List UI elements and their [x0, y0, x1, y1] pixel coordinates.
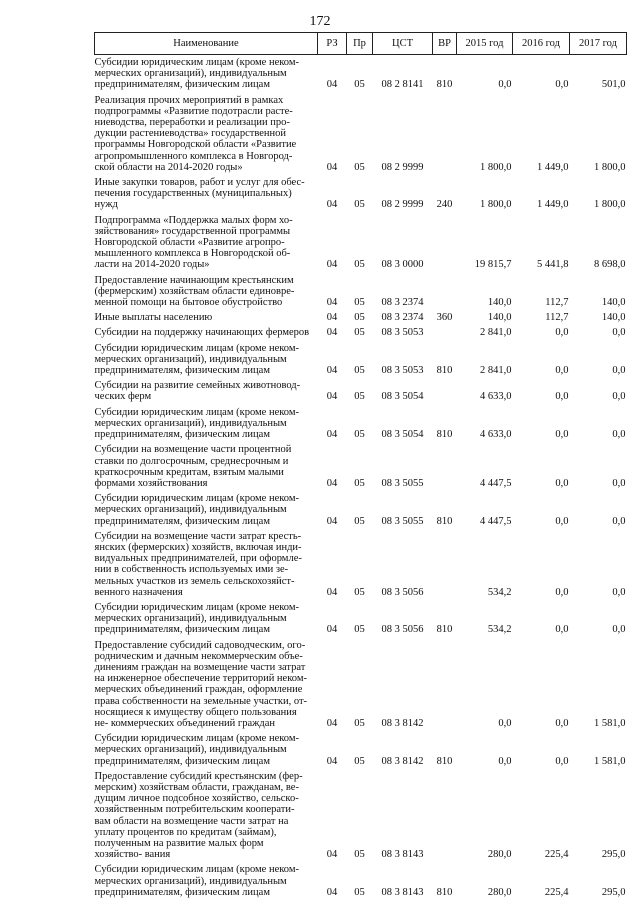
- row-pr-cell: 05: [354, 624, 365, 636]
- row-name-cell: Субсидии юридическим лицам (кроме неком- мерческих организаций), индивидуальным предпринимателям, физическим лицам: [94, 601, 299, 636]
- header-row: [95, 33, 627, 55]
- row-2016-cell: 1 449,0: [537, 199, 569, 211]
- row-vr-cell: 810: [436, 624, 453, 636]
- table-row: [95, 325, 627, 340]
- table-row: [95, 491, 627, 529]
- row-rz-cell: 04: [326, 586, 338, 598]
- row-cst-cell: 08 3 5056: [381, 624, 424, 636]
- row-2015-cell: 534,2: [487, 586, 512, 598]
- row-2016-cell: 0,0: [555, 624, 569, 636]
- row-2015-cell: 0,0: [498, 717, 512, 729]
- row-rz-cell: 04: [326, 849, 338, 861]
- row-vr-cell: 810: [436, 429, 453, 441]
- row-vr-cell: [433, 213, 457, 273]
- row-vr-cell: 810: [436, 365, 453, 377]
- row-vr-cell: 810: [436, 755, 453, 767]
- budget-table-container: [94, 32, 626, 900]
- row-name-cell: Субсидии юридическим лицам (кроме неком- мерческих организаций), индивидуальным предпринимателям, физическим лицам: [94, 57, 299, 91]
- table-row: [95, 378, 627, 404]
- row-2017-cell: 0,0: [612, 477, 626, 489]
- row-rz-cell: 04: [326, 515, 338, 527]
- row-2016-cell: 0,0: [555, 327, 569, 339]
- row-2017-cell: 0,0: [612, 391, 626, 403]
- row-cst-cell: 08 2 9999: [381, 161, 424, 173]
- row-name-cell: Субсидии на возмещение части процентной ставки по долгосрочным, среднесрочным и краткосрочным кредитам, взятым малыми формами хозяйствования: [94, 444, 292, 489]
- row-2015-cell: 4 633,0: [480, 391, 512, 403]
- row-vr-cell: [433, 442, 457, 491]
- row-2017-cell: 0,0: [612, 586, 626, 598]
- row-2015-cell: 19 815,7: [474, 259, 512, 271]
- row-rz-cell: 04: [326, 624, 338, 636]
- row-name-cell: Иные выплаты населению: [94, 312, 213, 324]
- row-2017-cell: 140,0: [601, 297, 626, 309]
- row-pr-cell: 05: [354, 312, 365, 324]
- row-2017-cell: 8 698,0: [594, 259, 626, 271]
- row-vr-cell: [433, 325, 457, 340]
- row-cst-cell: 08 3 8143: [381, 886, 424, 898]
- row-name-cell: Предоставление субсидий садоводческим, ого- родническим и дачным некоммерческим объе- динениям граждан на возмещение части затрат на инженерное обеспечение территорий неком- мерческих объединений граждан, оформление права собственности на земельные участки, от- носящиеся к имуществу общего пользования не- коммерческих объединений граждан: [94, 639, 308, 729]
- table-row: [95, 638, 627, 732]
- row-name-cell: Субсидии на возмещение части затрат кресть- янских (фермерских) хозяйств, включая инди- видуальных предпринимателей, при оформле- нии в собственность используемых ими зе- мельных участков из земель сельскохозяйст- венного назначения: [94, 530, 302, 598]
- row-2017-cell: 0,0: [612, 515, 626, 527]
- row-2017-cell: 140,0: [601, 312, 626, 324]
- row-2017-cell: 0,0: [612, 429, 626, 441]
- row-2017-cell: 1 581,0: [594, 717, 626, 729]
- row-cst-cell: 08 3 8143: [381, 849, 424, 861]
- row-2015-cell: 140,0: [487, 312, 512, 324]
- row-rz-cell: 04: [326, 391, 338, 403]
- row-pr-cell: 05: [354, 365, 365, 377]
- table-row: [95, 310, 627, 325]
- row-pr-cell: 05: [354, 849, 365, 861]
- row-pr-cell: 05: [354, 327, 365, 339]
- row-cst-cell: 08 3 5056: [381, 586, 424, 598]
- row-cst-cell: 08 3 2374: [381, 312, 424, 324]
- row-2017-cell: 0,0: [612, 624, 626, 636]
- header-cst: ЦСТ: [373, 33, 433, 55]
- row-pr-cell: 05: [354, 161, 365, 173]
- row-vr-cell: [433, 529, 457, 600]
- row-2016-cell: 0,0: [555, 586, 569, 598]
- row-2015-cell: 280,0: [487, 849, 512, 861]
- row-name-cell: Подпрограмма «Поддержка малых форм хо- зяйствования» государственной программы Новгородской области «Развитие агропро- мышленного комплекса в Новгородской об- ласти на 2014-2020 годы»: [94, 214, 293, 271]
- row-pr-cell: 05: [354, 755, 365, 767]
- row-name-cell: Субсидии юридическим лицам (кроме неком- мерческих организаций), индивидуальным предпринимателям, физическим лицам: [94, 406, 299, 441]
- header-name: Наименование: [95, 33, 318, 55]
- header-rz: РЗ: [318, 33, 347, 55]
- row-2015-cell: 4 633,0: [480, 429, 512, 441]
- row-2016-cell: 225,4: [544, 849, 569, 861]
- table-row: [95, 405, 627, 443]
- row-2016-cell: 0,0: [555, 79, 569, 91]
- table-header: [95, 33, 627, 55]
- row-2016-cell: 112,7: [545, 297, 569, 309]
- row-cst-cell: 08 3 5053: [381, 365, 424, 377]
- row-vr-cell: 240: [436, 199, 453, 211]
- table-row: [95, 175, 627, 213]
- row-2015-cell: 140,0: [487, 297, 512, 309]
- row-name-cell: Субсидии юридическим лицам (кроме неком- мерческих организаций), индивидуальным предпринимателям, физическим лицам: [94, 342, 299, 377]
- row-rz-cell: 04: [326, 161, 338, 173]
- table-row: [95, 55, 627, 93]
- row-2016-cell: 112,7: [545, 312, 569, 324]
- row-vr-cell: 810: [436, 79, 453, 91]
- row-name-cell: Предоставление начинающим крестьянским (фермерским) хозяйствам области единовре- менной помощи на бытовое обустройство: [94, 274, 295, 309]
- row-rz-cell: 04: [326, 429, 338, 441]
- row-vr-cell: [433, 769, 457, 863]
- row-2015-cell: 280,0: [487, 886, 512, 898]
- table-row: [95, 341, 627, 379]
- header-2015: 2015 год: [457, 33, 513, 55]
- row-2016-cell: 1 449,0: [537, 161, 569, 173]
- row-cst-cell: 08 3 5053: [381, 327, 424, 339]
- row-rz-cell: 04: [326, 259, 338, 271]
- row-2015-cell: 4 447,5: [480, 515, 512, 527]
- row-pr-cell: 05: [354, 515, 365, 527]
- header-vr: ВР: [433, 33, 457, 55]
- header-2017: 2017 год: [570, 33, 627, 55]
- row-cst-cell: 08 3 8142: [381, 755, 424, 767]
- row-pr-cell: 05: [354, 586, 365, 598]
- row-2017-cell: 1 800,0: [594, 161, 626, 173]
- table-body: [95, 55, 627, 901]
- row-2017-cell: 295,0: [601, 886, 626, 898]
- row-name-cell: Субсидии на поддержку начинающих фермеров: [94, 327, 310, 339]
- table-row: [95, 529, 627, 600]
- row-cst-cell: 08 2 9999: [381, 199, 424, 211]
- row-2016-cell: 0,0: [555, 477, 569, 489]
- row-2016-cell: 0,0: [555, 429, 569, 441]
- row-rz-cell: 04: [326, 886, 338, 898]
- row-cst-cell: 08 3 5055: [381, 515, 424, 527]
- row-rz-cell: 04: [326, 717, 338, 729]
- row-vr-cell: [433, 93, 457, 175]
- table-row: [95, 862, 627, 900]
- table-row: [95, 93, 627, 175]
- row-vr-cell: [433, 378, 457, 404]
- header-pr: Пр: [347, 33, 373, 55]
- row-cst-cell: 08 3 5054: [381, 429, 424, 441]
- row-2015-cell: 0,0: [498, 79, 512, 91]
- row-pr-cell: 05: [354, 79, 365, 91]
- row-vr-cell: [433, 273, 457, 311]
- row-name-cell: Субсидии юридическим лицам (кроме неком- мерческих организаций), индивидуальным предпринимателям, физическим лицам: [94, 864, 299, 898]
- row-pr-cell: 05: [354, 259, 365, 271]
- row-vr-cell: [433, 638, 457, 732]
- row-2017-cell: 0,0: [612, 327, 626, 339]
- row-name-cell: Предоставление субсидий крестьянским (фер- мерским) хозяйствам области, гражданам, ве- дущим личное подсобное хозяйство, сельско- хозяйственным потребительским кооперати- вам области на возмещение части затрат на уплату процентов по кредитам (займам), полученным на развитие малых форм хозяйство- вания: [94, 770, 303, 861]
- row-2015-cell: 534,2: [487, 624, 512, 636]
- row-2016-cell: 0,0: [555, 391, 569, 403]
- row-pr-cell: 05: [354, 199, 365, 211]
- row-cst-cell: 08 3 5055: [381, 477, 424, 489]
- row-rz-cell: 04: [326, 365, 338, 377]
- table-row: [95, 769, 627, 863]
- row-vr-cell: 810: [436, 886, 453, 898]
- row-pr-cell: 05: [354, 429, 365, 441]
- row-2015-cell: 4 447,5: [480, 477, 512, 489]
- row-2016-cell: 0,0: [555, 717, 569, 729]
- row-cst-cell: 08 3 5054: [381, 391, 424, 403]
- row-name-cell: Реализация прочих мероприятий в рамках подпрограммы «Развитие подотрасли расте- ниеводства, переработки и реализации про- дукции растениеводства» государственной программы Новгородской области «Развитие агропромышленного комплекса в Новгород- ской области на 2014-2020 годы»: [94, 94, 297, 173]
- row-pr-cell: 05: [354, 391, 365, 403]
- row-cst-cell: 08 2 8141: [381, 79, 424, 91]
- row-pr-cell: 05: [354, 886, 365, 898]
- row-rz-cell: 04: [326, 312, 338, 324]
- row-rz-cell: 04: [326, 755, 338, 767]
- page-number: 172: [309, 14, 331, 29]
- row-2016-cell: 0,0: [555, 755, 569, 767]
- row-pr-cell: 05: [354, 717, 365, 729]
- table-row: [95, 600, 627, 638]
- budget-table: [94, 32, 627, 900]
- row-name-cell: Субсидии юридическим лицам (кроме неком- мерческих организаций), индивидуальным предпринимателям, физическим лицам: [94, 733, 299, 767]
- header-2016: 2016 год: [513, 33, 570, 55]
- table-row: [95, 273, 627, 311]
- row-2016-cell: 0,0: [555, 365, 569, 377]
- row-2015-cell: 2 841,0: [480, 365, 512, 377]
- row-2015-cell: 0,0: [498, 755, 512, 767]
- row-2017-cell: 501,0: [601, 79, 626, 91]
- row-name-cell: Субсидии юридическим лицам (кроме неком- мерческих организаций), индивидуальным предпринимателям, физическим лицам: [94, 493, 299, 527]
- row-2017-cell: 1 581,0: [594, 755, 626, 767]
- row-vr-cell: 810: [436, 515, 453, 527]
- row-2015-cell: 1 800,0: [480, 161, 512, 173]
- row-2015-cell: 1 800,0: [480, 199, 512, 211]
- row-2016-cell: 0,0: [555, 515, 569, 527]
- row-2015-cell: 2 841,0: [480, 327, 512, 339]
- row-rz-cell: 04: [326, 327, 338, 339]
- row-rz-cell: 04: [326, 477, 338, 489]
- row-pr-cell: 05: [354, 297, 365, 309]
- row-cst-cell: 08 3 2374: [381, 297, 424, 309]
- row-name-cell: Иные закупки товаров, работ и услуг для обес- печения государственных (муниципальных) нужд: [94, 177, 305, 211]
- row-2016-cell: 5 441,8: [537, 259, 569, 271]
- row-pr-cell: 05: [354, 477, 365, 489]
- table-row: [95, 731, 627, 769]
- row-cst-cell: 08 3 0000: [381, 259, 424, 271]
- row-name-cell: Субсидии на развитие семейных животновод- ческих ферм: [94, 380, 301, 403]
- row-2017-cell: 1 800,0: [594, 199, 626, 211]
- table-row: [95, 442, 627, 491]
- row-2017-cell: 295,0: [601, 849, 626, 861]
- row-2016-cell: 225,4: [544, 886, 569, 898]
- row-2017-cell: 0,0: [612, 365, 626, 377]
- row-rz-cell: 04: [326, 297, 338, 309]
- row-rz-cell: 04: [326, 199, 338, 211]
- row-vr-cell: 360: [436, 312, 453, 324]
- row-cst-cell: 08 3 8142: [381, 717, 424, 729]
- row-rz-cell: 04: [326, 79, 338, 91]
- table-row: [95, 213, 627, 273]
